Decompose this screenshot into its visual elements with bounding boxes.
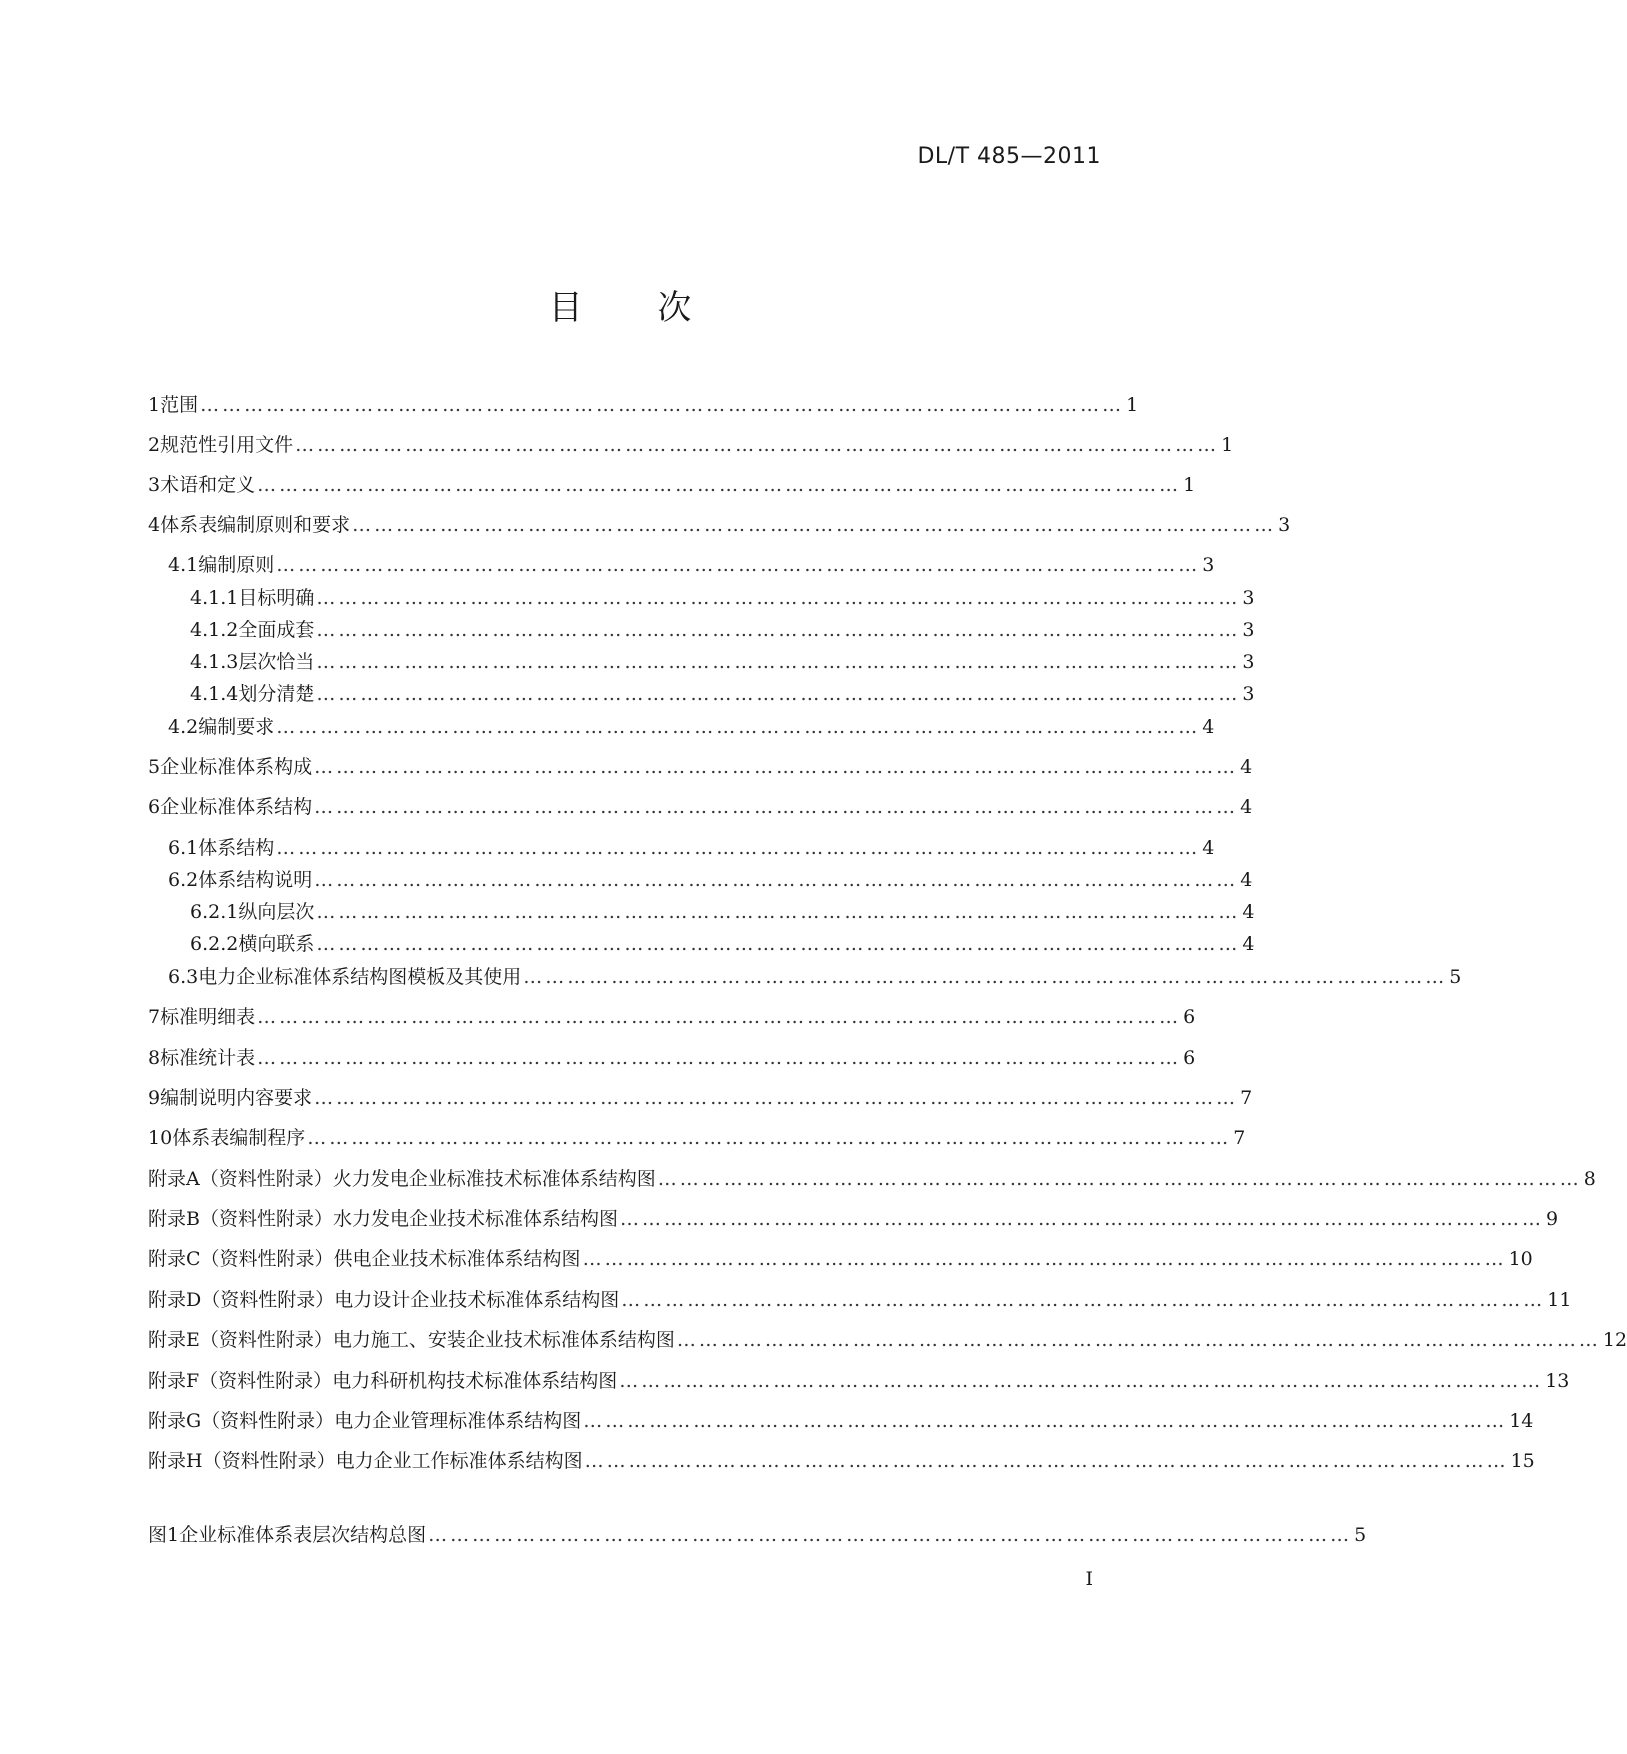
toc-entry-label: 体系结构说明 [198,869,313,891]
toc-entry[interactable] [148,510,1291,540]
toc-entry-label: 电力企业标准体系结构图模板及其使用 [198,966,522,988]
toc-entry[interactable] [168,833,1215,863]
toc-leader-dots: ……………………………………………………………………………………………………………… [276,554,1201,576]
toc-leader-dots: ……………………………………………………………………………………………………………… [582,1248,1507,1270]
toc-entry-page: 11 [1547,1289,1572,1311]
toc-leader-dots: ……………………………………………………………………………………………………………… [257,1006,1182,1028]
toc-leader-dots: ……………………………………………………………………………………………………………… [314,869,1239,891]
toc-entry[interactable] [190,583,1255,613]
toc-entry-number: 9 [148,1087,161,1109]
toc-entry-page: 4 [1202,837,1215,859]
toc-leader-dots: ……………………………………………………………………………………………………………… [676,1329,1601,1351]
toc-entry[interactable] [148,1446,1535,1476]
toc-entry[interactable] [190,679,1255,709]
toc-entry-label: 电力设计企业技术标准体系结构图 [334,1289,620,1311]
toc-entry-number: 6 [148,796,161,818]
toc-entry-number: 6.2.1 [190,901,239,923]
toc-leader-dots: ……………………………………………………………………………………………………………… [307,1127,1232,1149]
toc-entry-page: 8 [1583,1168,1596,1190]
toc-leader-dots: ……………………………………………………………………………………………………………… [316,901,1241,923]
toc-leader-dots: ……………………………………………………………………………………………………………… [583,1410,1508,1432]
toc-entry[interactable] [148,1083,1253,1113]
toc-entry-label: 电力施工、安装企业技术标准体系结构图 [332,1329,675,1351]
toc-entry-label: 术语和定义 [160,474,256,496]
toc-entry-page: 12 [1602,1329,1627,1351]
toc-entry-label: 企业标准体系构成 [160,756,313,778]
toc-entry-page: 3 [1242,651,1255,673]
toc-leader-dots: ……………………………………………………………………………………………………………… [657,1168,1582,1190]
toc-entry-number: 附录B（资料性附录） [148,1208,333,1230]
toc-leader-dots: ……………………………………………………………………………………………………………… [316,587,1241,609]
toc-entry-number: 附录H（资料性附录） [148,1450,336,1472]
toc-entry-page: 5 [1449,966,1462,988]
toc-leader-dots: ……………………………………………………………………………………………………………… [428,1524,1353,1546]
toc-entry-number: 4.1.1 [190,587,239,609]
toc-entry-label: 企业标准体系表层次结构总图 [179,1524,427,1546]
toc-entry-label: 标准统计表 [160,1047,256,1069]
toc-entry-page: 3 [1242,587,1255,609]
toc-entry-number: 4.1.2 [190,619,239,641]
toc-entry[interactable] [168,712,1215,742]
toc-entry[interactable] [148,1123,1246,1153]
toc-leader-dots: ……………………………………………………………………………………………………………… [200,394,1125,416]
toc-leader-dots: ……………………………………………………………………………………………………………… [316,651,1241,673]
toc-entry[interactable] [148,390,1139,420]
toc-leader-dots: ……………………………………………………………………………………………………………… [295,434,1220,456]
toc-entry-number: 附录E（资料性附录） [148,1329,333,1351]
toc-entry-page: 4 [1242,933,1255,955]
toc-entry-label: 标准明细表 [160,1006,256,1028]
toc-entry-figure[interactable] [148,1520,1367,1550]
toc-entry-label: 横向联系 [238,933,315,955]
toc-entry[interactable] [190,615,1255,645]
title-left: 目 [548,288,583,328]
toc-entry-label: 体系表编制原则和要求 [160,514,351,536]
toc-entry-number: 5 [148,756,161,778]
toc-entry-page: 10 [1508,1248,1533,1270]
toc-entry[interactable] [148,1285,1572,1315]
toc-entry-page: 6 [1183,1006,1196,1028]
toc-entry[interactable] [148,752,1253,782]
toc-entry[interactable] [168,865,1253,895]
toc-entry[interactable] [148,792,1253,822]
toc-entry-page: 7 [1233,1127,1246,1149]
toc-entry[interactable] [148,1164,1596,1194]
toc-entry-page: 7 [1240,1087,1253,1109]
toc-entry[interactable] [148,470,1196,500]
toc-entry[interactable] [190,929,1255,959]
toc-entry-label: 电力科研机构技术标准体系结构图 [332,1370,618,1392]
toc-entry-number: 1 [148,394,161,416]
toc-entry-number: 附录F（资料性附录） [148,1370,333,1392]
toc-leader-dots: ……………………………………………………………………………………………………………… [316,683,1241,705]
toc-leader-dots: ……………………………………………………………………………………………………………… [352,514,1277,536]
toc-entry-label: 体系结构 [198,837,275,859]
toc-entry[interactable] [148,1204,1559,1234]
toc-entry[interactable] [168,550,1215,580]
toc-entry-page: 15 [1510,1450,1535,1472]
toc-entry-number: 6.1 [168,837,199,859]
toc-entry-label: 目标明确 [238,587,315,609]
title-right: 次 [657,288,692,328]
toc-entry-label: 规范性引用文件 [160,434,294,456]
toc-entry-label: 电力企业工作标准体系结构图 [335,1450,583,1472]
toc-entry-number: 6.3 [168,966,199,988]
toc-entry-label: 编制要求 [198,716,275,738]
toc-entry-number: 附录A（资料性附录） [148,1168,333,1190]
toc-entry-label: 划分清楚 [238,683,315,705]
toc-leader-dots: ……………………………………………………………………………………………………………… [314,796,1239,818]
toc-entry[interactable] [148,1043,1196,1073]
toc-entry-number: 8 [148,1047,161,1069]
toc-entry-page: 1 [1183,474,1196,496]
toc-entry-page: 13 [1545,1370,1570,1392]
toc-entry-number: 10 [148,1127,173,1149]
toc-entry-number: 7 [148,1006,161,1028]
toc-entry-label: 火力发电企业标准技术标准体系结构图 [332,1168,656,1190]
toc-entry-number: 4.1.3 [190,651,239,673]
toc-entry-page: 4 [1240,756,1253,778]
toc-entry-label: 编制原则 [198,554,275,576]
toc-entry-page: 1 [1126,394,1139,416]
toc-leader-dots: ……………………………………………………………………………………………………………… [276,837,1201,859]
toc-entry-number: 6.2 [168,869,199,891]
toc-entry-number: 4.2 [168,716,199,738]
toc-entry-page: 6 [1183,1047,1196,1069]
toc-entry-number: 4.1.4 [190,683,239,705]
toc-entry-label: 水力发电企业技术标准体系结构图 [332,1208,618,1230]
toc-leader-dots: ……………………………………………………………………………………………………………… [523,966,1448,988]
page-title [0,280,1240,329]
toc-entry[interactable] [148,430,1234,460]
toc-leader-dots: ……………………………………………………………………………………………………………… [316,619,1241,641]
toc-entry-page: 1 [1221,434,1234,456]
toc-entry-label: 体系表编制程序 [172,1127,306,1149]
toc-entry[interactable] [148,1244,1533,1274]
toc-entry-number: 图1 [148,1524,180,1546]
toc-entry-number: 4.1 [168,554,199,576]
toc-leader-dots: ……………………………………………………………………………………………………………… [314,756,1239,778]
toc-entry-page: 4 [1240,796,1253,818]
toc-entry-number: 2 [148,434,161,456]
toc-entry-page: 3 [1242,683,1255,705]
toc-entry-page: 4 [1242,901,1255,923]
toc-entry-number: 6.2.2 [190,933,239,955]
toc-entry[interactable] [148,1002,1196,1032]
toc-entry-label: 编制说明内容要求 [160,1087,313,1109]
toc-entry-page: 5 [1354,1524,1367,1546]
toc-entry-number: 4 [148,514,161,536]
doc-code: DL/T 485—2011 [917,144,1101,169]
toc-entry-number: 附录C（资料性附录） [148,1248,334,1270]
toc-entry-page: 3 [1242,619,1255,641]
toc-entry-label: 纵向层次 [238,901,315,923]
toc-entry-number: 3 [148,474,161,496]
toc-entry[interactable] [168,962,1462,992]
toc-leader-dots: ……………………………………………………………………………………………………………… [257,1047,1182,1069]
toc-entry-page: 4 [1240,869,1253,891]
toc-entry-page: 4 [1202,716,1215,738]
toc-leader-dots: ……………………………………………………………………………………………………………… [584,1450,1509,1472]
toc-entry-number: 附录G（资料性附录） [148,1410,335,1432]
toc-entry-label: 电力企业管理标准体系结构图 [334,1410,582,1432]
toc-entry[interactable] [190,647,1255,677]
toc-entry-label: 范围 [160,394,199,416]
toc-entry-label: 全面成套 [238,619,315,641]
toc-entry-page: 3 [1278,514,1291,536]
toc-entry-label: 供电企业技术标准体系结构图 [333,1248,581,1270]
toc-entry-label: 企业标准体系结构 [160,796,313,818]
toc-entry-page: 9 [1545,1208,1559,1230]
toc-entry-number: 附录D（资料性附录） [148,1289,335,1311]
toc-leader-dots: ……………………………………………………………………………………………………………… [257,474,1182,496]
toc-entry-page: 14 [1509,1410,1534,1432]
toc-leader-dots: ……………………………………………………………………………………………………………… [619,1208,1544,1230]
page-number: I [1085,1568,1093,1590]
toc-entry[interactable] [190,897,1255,927]
toc-leader-dots: ……………………………………………………………………………………………………………… [621,1289,1546,1311]
toc-entry[interactable] [148,1406,1534,1436]
toc-entry[interactable] [148,1366,1570,1396]
toc-leader-dots: ……………………………………………………………………………………………………………… [314,1087,1239,1109]
toc-leader-dots: ……………………………………………………………………………………………………………… [316,933,1241,955]
toc-entry-page: 3 [1202,554,1215,576]
toc-entry-label: 层次恰当 [238,651,315,673]
toc-entry[interactable] [148,1325,1627,1355]
toc-leader-dots: ……………………………………………………………………………………………………………… [276,716,1201,738]
toc-leader-dots: ……………………………………………………………………………………………………………… [619,1370,1544,1392]
